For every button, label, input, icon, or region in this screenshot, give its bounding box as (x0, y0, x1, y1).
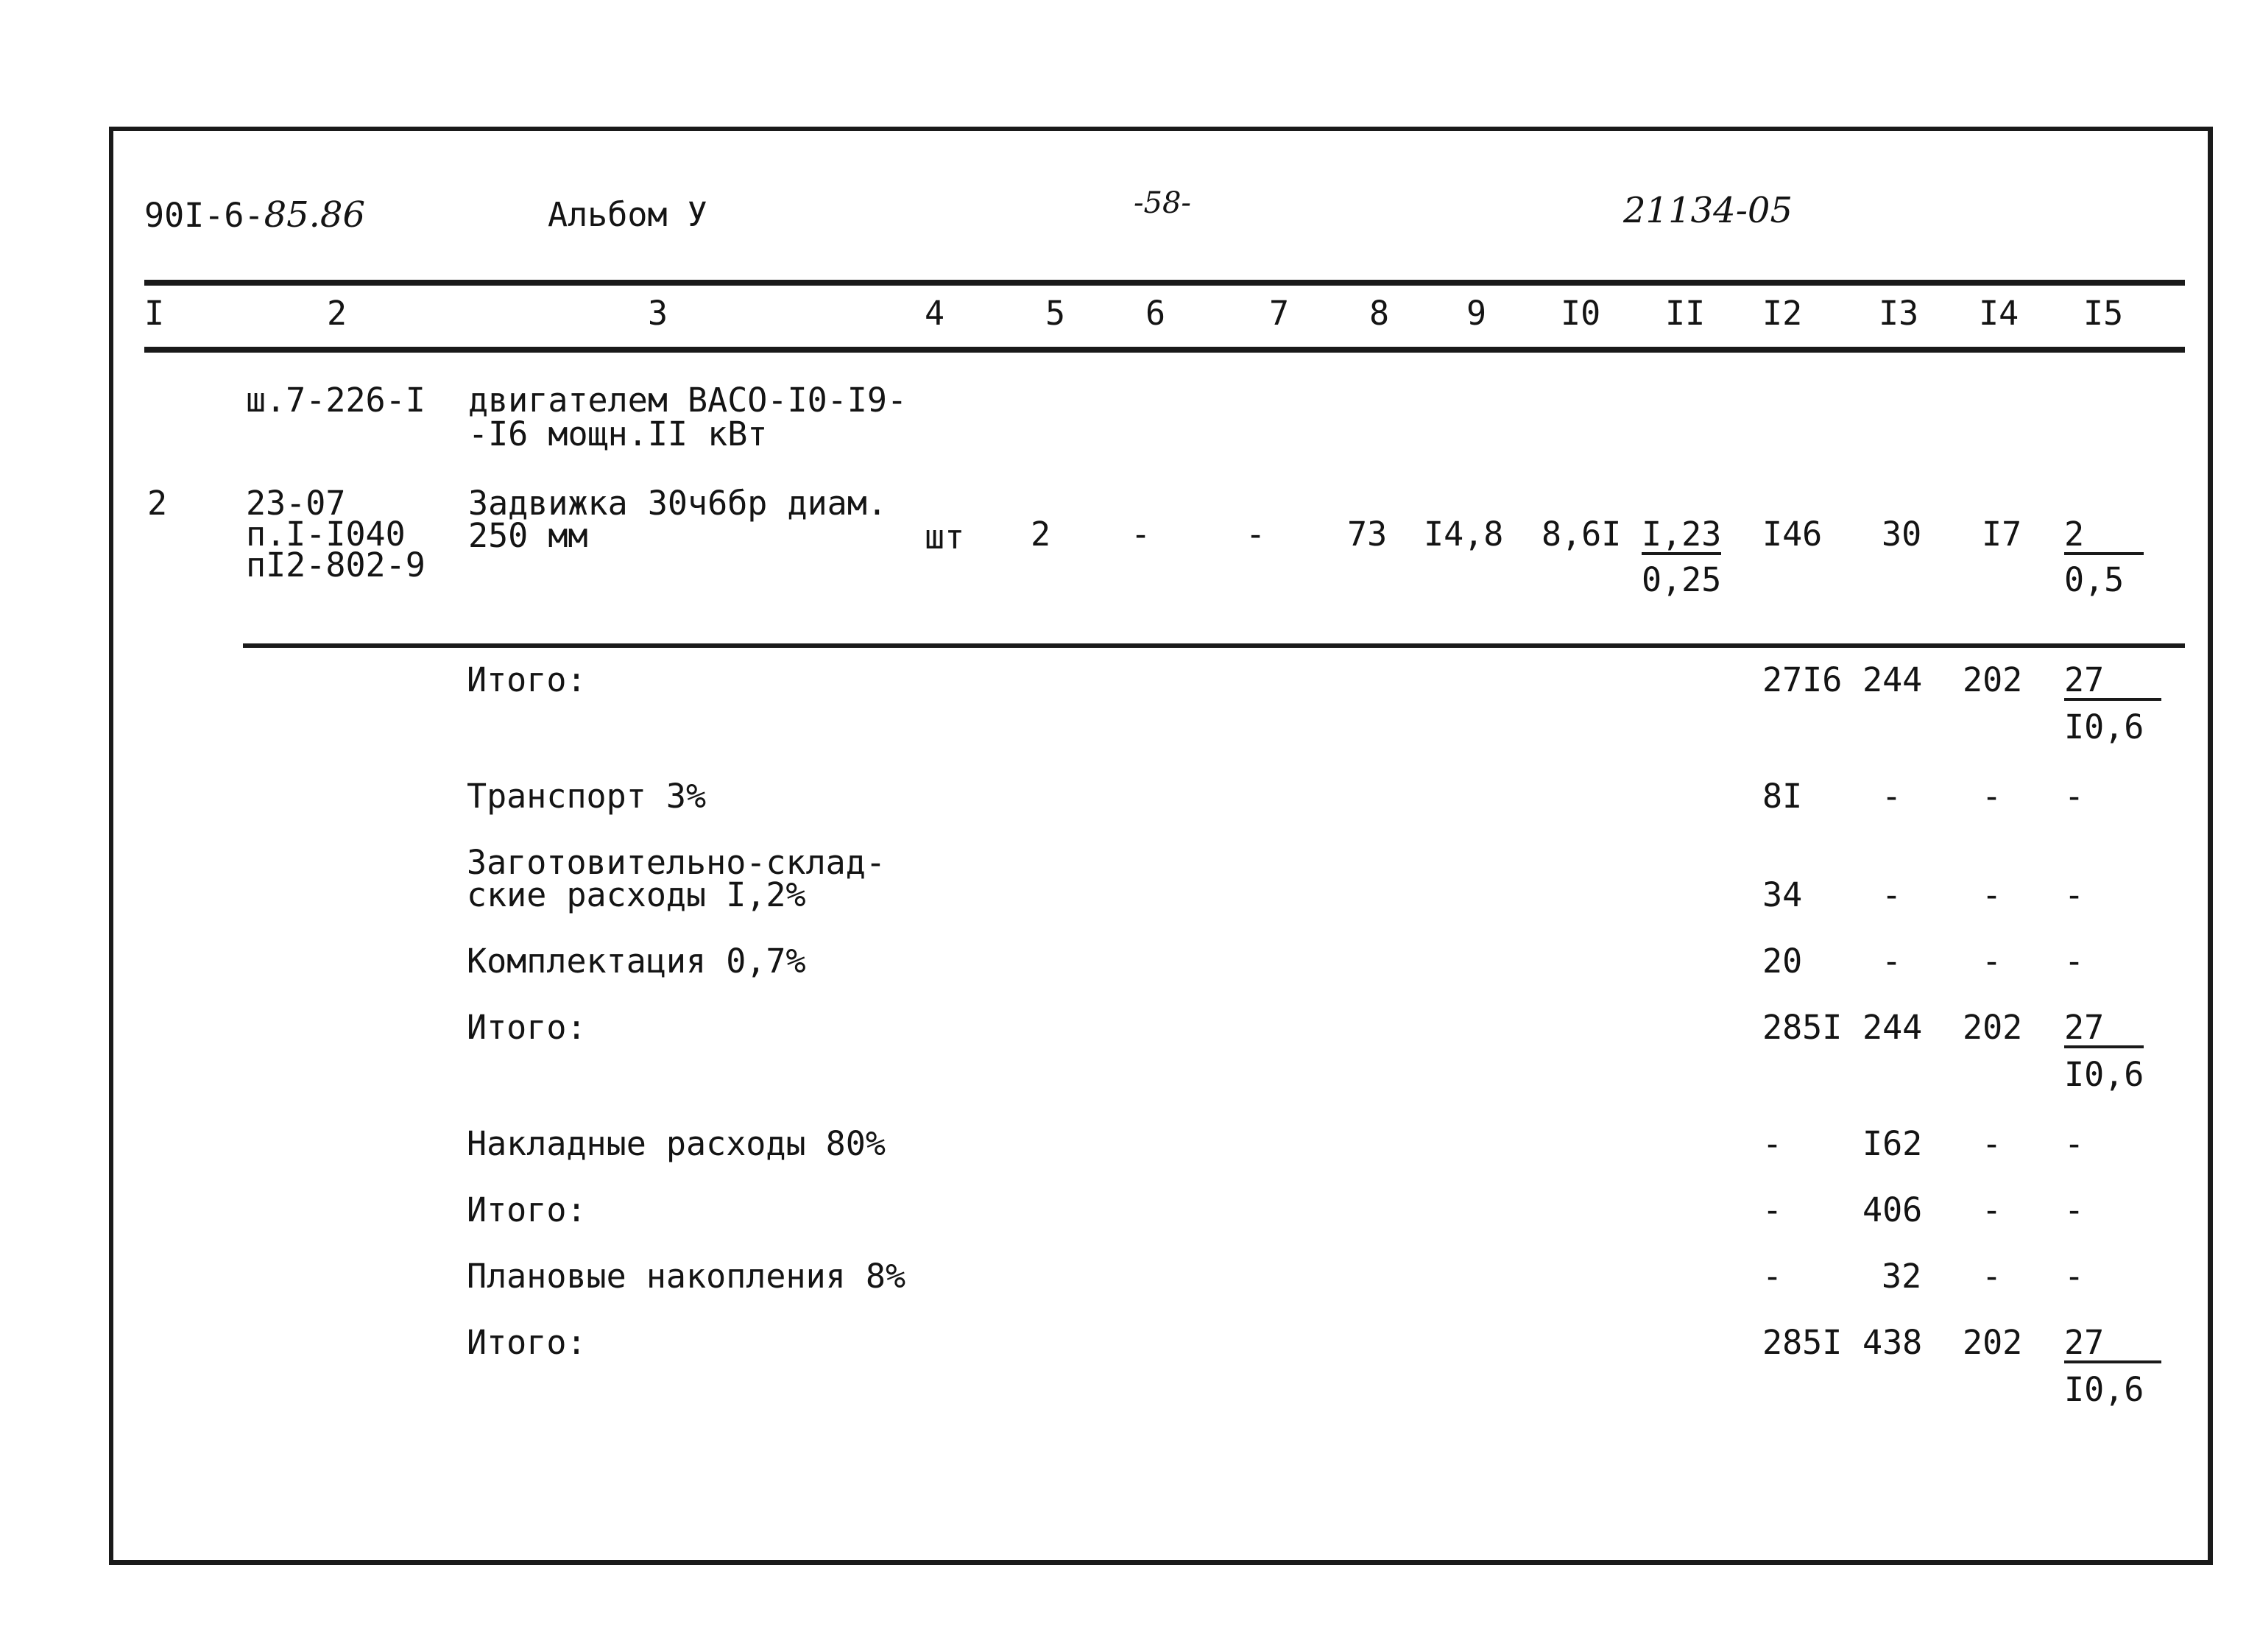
summary-planned-col12: - (1762, 1257, 1783, 1296)
col-header-7: 7 (1269, 294, 1290, 333)
summary-completion-col13: - (1882, 942, 1902, 981)
summary-storage-label-line1: Заготовительно-склад- (467, 843, 886, 882)
summary-total-1-col14: 202 (1963, 660, 2023, 699)
col-header-8: 8 (1369, 294, 1390, 333)
col-header-2: 2 (327, 294, 347, 333)
summary-completion-label: Комплектация 0,7% (467, 942, 806, 981)
row1-desc-line1: Задвижка 30ч6бр диам. (468, 484, 887, 523)
row1-ref-line1: 23-07 (246, 484, 346, 523)
row1-ref-line2: п.I-I040 (246, 515, 406, 554)
summary-overhead-col14: - (1982, 1124, 2002, 1163)
row1-col10: 8,6I (1542, 515, 1622, 554)
col-header-15: I5 (2083, 294, 2124, 333)
summary-total-1-col15-top: 27 (2064, 663, 2161, 701)
row1-unit: шт (925, 518, 965, 557)
summary-completion-col14: - (1982, 942, 2002, 981)
summary-planned-col15: - (2064, 1257, 2085, 1296)
row0-desc-line1: двигателем ВАСО-I0-I9- (468, 381, 908, 420)
summary-transport-col12: 8I (1762, 777, 1803, 816)
row1-col7: - (1246, 515, 1266, 554)
row1-col12: I46 (1762, 515, 1823, 554)
summary-storage-col15: - (2064, 875, 2085, 914)
summary-overhead-col12: - (1762, 1124, 1783, 1163)
row0-desc-line2: -I6 мощн.II кВт (468, 414, 768, 453)
col-header-14: I4 (1979, 294, 2019, 333)
summary-total-2-col14: 202 (1963, 1008, 2023, 1047)
summary-total-2-label: Итого: (467, 1008, 587, 1047)
summary-total-4-col12: 285I (1762, 1323, 1843, 1362)
summary-planned-label: Плановые накопления 8% (467, 1257, 906, 1296)
col-header-5: 5 (1045, 294, 1066, 333)
summary-total-4-label: Итого: (467, 1323, 587, 1362)
row0-ref: ш.7-226-I (246, 381, 425, 420)
summary-total-2-col15-bottom: I0,6 (2064, 1055, 2144, 1094)
summary-transport-col14: - (1982, 777, 2002, 816)
summary-rule (243, 643, 2185, 648)
col-header-6: 6 (1145, 294, 1166, 333)
summary-storage-col12: 34 (1762, 875, 1803, 914)
summary-total-3-col15: - (2064, 1190, 2085, 1229)
row1-col15-bottom: 0,5 (2064, 560, 2125, 599)
summary-storage-label-line2: ские расходы I,2% (467, 875, 806, 914)
album-label: Альбом У (548, 195, 707, 234)
summary-storage-col13: - (1882, 875, 1902, 914)
row1-ref-line3: пI2-802-9 (246, 546, 425, 585)
col-header-11: II (1665, 294, 1706, 333)
row1-col8: 73 (1347, 515, 1388, 554)
row1-col11-top: I,23 (1642, 515, 1722, 554)
summary-total-3-col13: 406 (1862, 1190, 1923, 1229)
doc-code: 90I-6-85.86 (144, 194, 365, 236)
summary-total-4-col14: 202 (1963, 1323, 2023, 1362)
col-header-3: 3 (648, 294, 668, 333)
summary-total-2-col15-top: 27 (2064, 1010, 2144, 1048)
summary-planned-col13: 32 (1882, 1257, 1922, 1296)
row1-col13: 30 (1882, 515, 1922, 554)
row1-quantity: 2 (1031, 515, 1051, 554)
row1-col14: I7 (1982, 515, 2022, 554)
summary-planned-col14: - (1982, 1257, 2002, 1296)
summary-overhead-label: Накладные расходы 80% (467, 1124, 886, 1163)
summary-storage-col14: - (1982, 875, 2002, 914)
row1-col11-bottom: 0,25 (1642, 560, 1722, 599)
summary-total-2-col12: 285I (1762, 1008, 1843, 1047)
doc-number: 21134-05 (1623, 190, 1793, 231)
summary-overhead-col13: I62 (1862, 1124, 1923, 1163)
col-header-1: I (144, 294, 165, 333)
summary-total-3-col14: - (1982, 1190, 2002, 1229)
header-rule-bottom (144, 347, 2185, 353)
header-rule-top (144, 280, 2185, 286)
row1-desc-line2: 250 мм (468, 516, 588, 555)
summary-total-2-col13: 244 (1862, 1008, 1923, 1047)
col-header-4: 4 (925, 294, 945, 333)
row1-col6: - (1131, 515, 1151, 554)
summary-total-1-label: Итого: (467, 660, 587, 699)
summary-total-4-col15-bottom: I0,6 (2064, 1370, 2144, 1409)
page-number: -58- (1134, 186, 1191, 220)
summary-overhead-col15: - (2064, 1124, 2085, 1163)
row1-col15-top: 2 (2064, 517, 2144, 555)
col-header-13: I3 (1879, 294, 1919, 333)
row1-number: 2 (147, 484, 168, 523)
summary-total-3-label: Итого: (467, 1190, 587, 1229)
row1-col9: I4,8 (1424, 515, 1504, 554)
summary-transport-label: Транспорт 3% (467, 777, 707, 816)
summary-total-3-col12: - (1762, 1190, 1783, 1229)
summary-total-1-col15-bottom: I0,6 (2064, 707, 2144, 746)
summary-completion-col12: 20 (1762, 942, 1803, 981)
col-header-10: I0 (1561, 294, 1601, 333)
summary-completion-col15: - (2064, 942, 2085, 981)
summary-total-1-col12: 27I6 (1762, 660, 1843, 699)
col-header-12: I2 (1762, 294, 1803, 333)
summary-total-4-col13: 438 (1862, 1323, 1923, 1362)
summary-total-1-col13: 244 (1862, 660, 1923, 699)
col-header-9: 9 (1466, 294, 1487, 333)
summary-transport-col15: - (2064, 777, 2085, 816)
summary-transport-col13: - (1882, 777, 1902, 816)
summary-total-4-col15-top: 27 (2064, 1325, 2161, 1363)
